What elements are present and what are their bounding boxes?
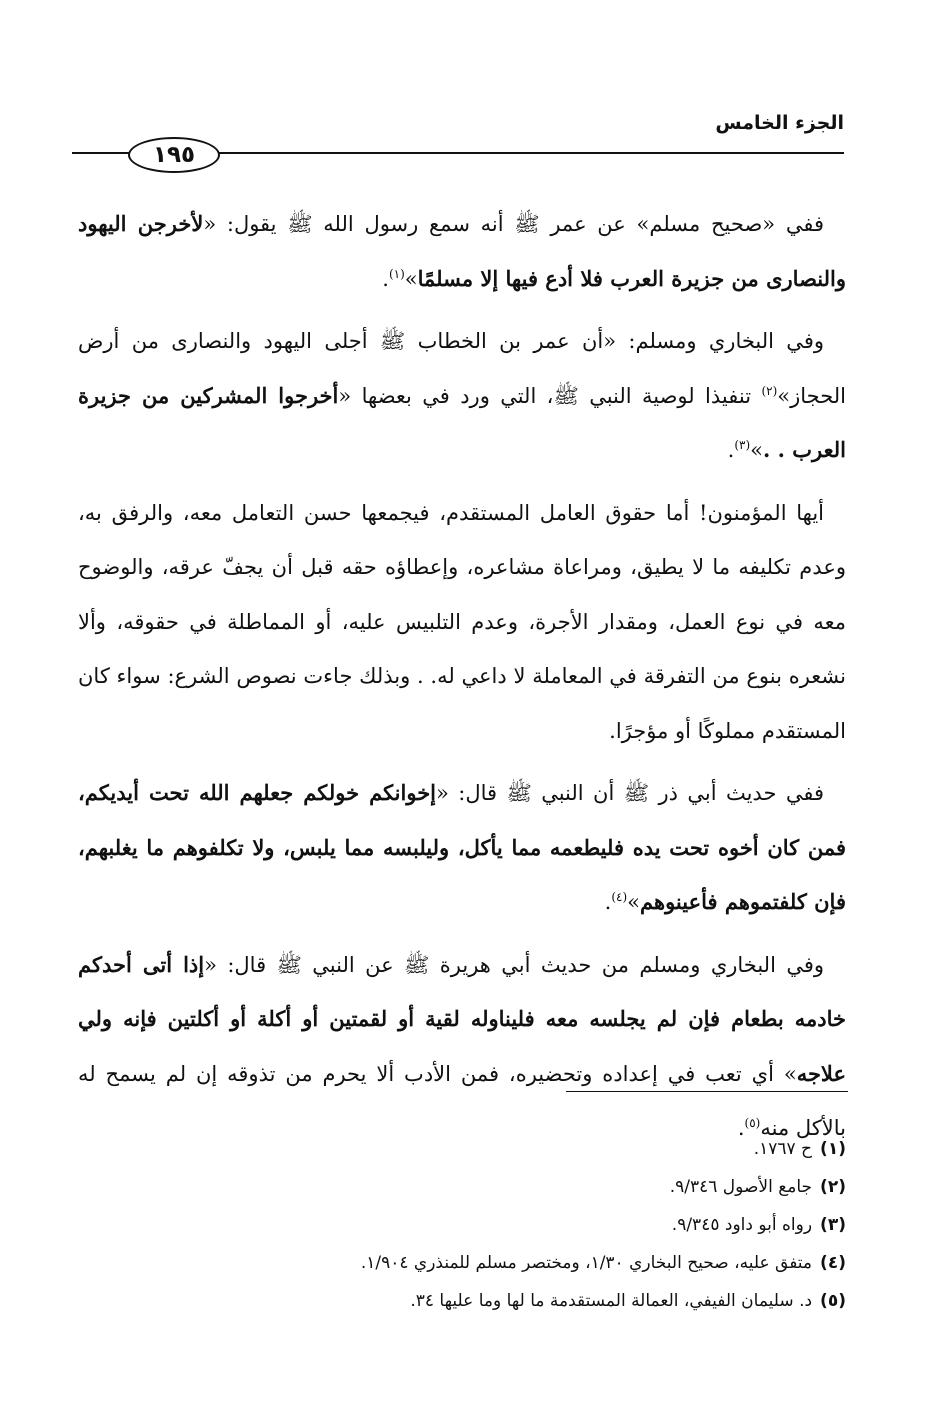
text-run: وفي البخاري ومسلم: «أن عمر بن الخطاب ﷺ أجلى اليهود والنصارى من أرض الحجاز» bbox=[78, 329, 846, 408]
footnote bbox=[78, 1244, 846, 1282]
footnote-number: (٤) bbox=[820, 1253, 846, 1273]
running-title: الجزء الخامس bbox=[715, 112, 844, 134]
main-text bbox=[78, 197, 846, 1164]
text-run: » bbox=[404, 266, 418, 291]
paragraph bbox=[78, 766, 846, 930]
footnotes bbox=[78, 1130, 846, 1320]
text-run: . bbox=[604, 890, 612, 914]
page-number: ١٩٥ bbox=[128, 137, 220, 173]
footnote-number: (١) bbox=[820, 1139, 846, 1159]
text-run: » bbox=[750, 438, 764, 462]
footnote bbox=[78, 1130, 846, 1168]
text-run: . bbox=[737, 1116, 745, 1140]
footnote-text: ح ١٧٦٧. bbox=[753, 1139, 813, 1159]
paragraph bbox=[78, 197, 846, 306]
text-run: » bbox=[627, 890, 641, 914]
footnote-ref: (٤) bbox=[611, 890, 628, 904]
footnote-ref: (٢) bbox=[761, 383, 778, 398]
hadith-quote: إخوانكم خولكم جعلهم الله تحت أيديكم، فمن كان أخوه تحت يده فليطعمه مما يأكل، وليلبسه مما يلبس، ولا تكلفوهم ما يغلبهم، فإن كلفتموهم فأعينوهم bbox=[78, 780, 846, 914]
hadith-quote: إذا أتى أحدكم خادمه بطعام فإن لم يجلسه معه فليناوله لقية أو لقمتين أو أكلة أو أكلتين فإنه ولي علاجه bbox=[78, 951, 846, 1086]
hadith-quote: أخرجوا المشركين من جزيرة العرب . . bbox=[78, 382, 846, 462]
text-run: تنفيذا لوصية النبي ﷺ، التي ورد في بعضها « bbox=[338, 383, 762, 408]
footnote-number: (٥) bbox=[820, 1291, 846, 1311]
footnote-number: (٣) bbox=[820, 1215, 846, 1235]
footnote bbox=[78, 1168, 846, 1206]
text-run: ففي «صحيح مسلم» عن عمر ﷺ أنه سمع رسول الله ﷺ يقول: « bbox=[203, 212, 824, 236]
text-run: » أي تعب في إعداده وتحضيره، فمن الأدب ألا يحرم من تذوقه إن لم يسمح له بالأكل منه bbox=[78, 1061, 846, 1140]
footnote-ref: (٥) bbox=[744, 1116, 761, 1130]
footnote-text: د. سليمان الفيفي، العمالة المستقدمة ما لها وما عليها ٣٤. bbox=[410, 1291, 813, 1311]
footnote-ref: (٣) bbox=[734, 438, 751, 452]
footnote bbox=[78, 1282, 846, 1320]
footnote-number: (٢) bbox=[820, 1177, 846, 1197]
paragraph bbox=[78, 486, 846, 759]
paragraph bbox=[78, 314, 846, 478]
footnote bbox=[78, 1206, 846, 1244]
footnote-text: رواه أبو داود ٩/٣٤٥. bbox=[671, 1215, 813, 1235]
footnote-text: جامع الأصول ٩/٣٤٦. bbox=[669, 1177, 813, 1197]
footnote-separator bbox=[566, 1091, 848, 1092]
text-run: أيها المؤمنون! أما حقوق العامل المستقدم، فيجمعها حسن التعامل معه، والرفق به، وعدم تكليفه ما لا يطيق، ومراعاة مشاعره، وإعطاؤه حقه قبل أن يجفّ عرقه، والوضوح معه في نوع العمل، ومقدار الأجرة، وعدم التلبيس عليه، أو المماطلة في حقوقه، وألا نشعره بنوع من التفرقة في المعاملة لا داعي له. . وبذلك جاءت نصوص الشرع: سواء كان المستقدم مملوكًا أو مؤجرًا. bbox=[78, 500, 846, 743]
text-run: . bbox=[382, 266, 389, 291]
text-run: . bbox=[727, 438, 735, 462]
paragraph bbox=[78, 938, 846, 1156]
hadith-quote: لأخرجن اليهود والنصارى من جزيرة العرب فلا أدع فيها إلا مسلمًا bbox=[78, 211, 846, 291]
footnote-text: متفق عليه، صحيح البخاري ١/٣٠، ومختصر مسلم للمنذري ١/٩٠٤. bbox=[360, 1253, 813, 1273]
footnote-ref: (١) bbox=[388, 266, 405, 281]
text-run: وفي البخاري ومسلم من حديث أبي هريرة ﷺ عن النبي ﷺ قال: « bbox=[204, 952, 825, 977]
text-run: ففي حديث أبي ذر ﷺ أن النبي ﷺ قال: « bbox=[436, 781, 824, 805]
